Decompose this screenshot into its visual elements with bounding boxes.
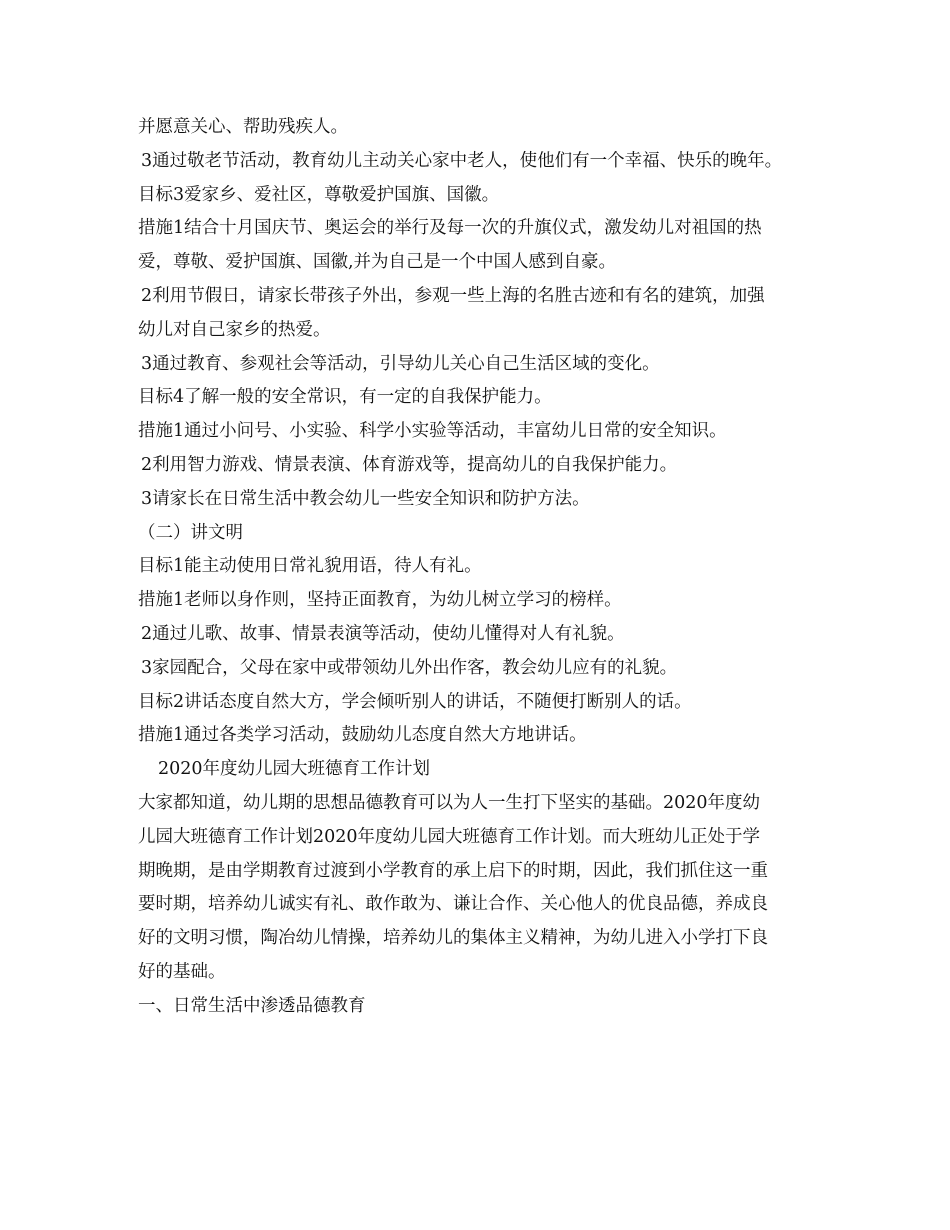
text-line: 3请家长在日常生活中教会幼儿一些安全知识和防护方法。 — [141, 488, 590, 509]
text-line: 措施1结合十月国庆节、奥运会的举行及每一次的升旗仪式，激发幼儿对祖国的热 — [138, 218, 762, 239]
text-line: 3通过敬老节活动，教育幼儿主动关心家中老人，使他们有一个幸福、快乐的晚年。 — [141, 150, 783, 171]
section-heading: 一、日常生活中渗透品德教育 — [138, 995, 366, 1016]
paragraph-line: 好的文明习惯，陶冶幼儿情操，培养幼儿的集体主义精神，为幼儿进入小学打下良 — [138, 928, 768, 949]
text-line: 2利用节假日，请家长带孩子外出，参观一些上海的名胜古迹和有名的建筑，加强 — [141, 285, 765, 306]
document-title: 2020年度幼儿园大班德育工作计划 — [158, 759, 431, 780]
paragraph-line: 要时期，培养幼儿诚实有礼、敢作敢为、谦让合作、关心他人的优良品德，养成良 — [138, 894, 768, 915]
text-line: 目标3爱家乡、爱社区，尊敬爱护国旗、国徽。 — [138, 184, 500, 205]
paragraph-line: 儿园大班德育工作计划2020年度幼儿园大班德育工作计划。而大班幼儿正处于学 — [138, 826, 761, 847]
text-line: 2通过儿歌、故事、情景表演等活动，使幼儿懂得对人有礼貌。 — [141, 623, 625, 644]
text-line: 目标2讲话态度自然大方，学会倾听别人的讲话，不随便打断别人的话。 — [138, 691, 692, 712]
text-line: 目标4了解一般的安全常识，有一定的自我保护能力。 — [138, 387, 552, 408]
text-line: 目标1能主动使用日常礼貌用语，待人有礼。 — [138, 556, 482, 577]
text-line: 措施1老师以身作则，坚持正面教育，为幼儿树立学习的榜样。 — [138, 590, 622, 611]
paragraph-line: 大家都知道，幼儿期的思想品德教育可以为人一生打下坚实的基础。2020年度幼 — [138, 792, 761, 813]
text-line: 幼儿对自己家乡的热爱。 — [138, 319, 331, 340]
text-line: 3家园配合，父母在家中或带领幼儿外出作客，教会幼儿应有的礼貌。 — [141, 657, 678, 678]
text-line: 3通过教育、参观社会等活动，引导幼儿关心自己生活区域的变化。 — [141, 353, 660, 374]
paragraph-line: 期晚期，是由学期教育过渡到小学教育的承上启下的时期，因此，我们抓住这一重 — [138, 860, 768, 881]
text-line: 爱，尊敬、爱护国旗、国徽,并为自己是一个中国人感到自豪。 — [138, 252, 617, 273]
section-heading: （二）讲文明 — [138, 522, 243, 543]
paragraph-line: 好的基础。 — [138, 961, 226, 982]
text-line: 并愿意关心、帮助残疾人。 — [138, 117, 348, 137]
text-line: 措施1通过各类学习活动，鼓励幼儿态度自然大方地讲话。 — [138, 725, 587, 746]
text-line: 2利用智力游戏、情景表演、体育游戏等，提高幼儿的自我保护能力。 — [141, 454, 678, 475]
document-page — [138, 111, 828, 1024]
text-line: 措施1通过小问号、小实验、科学小实验等活动，丰富幼儿日常的安全知识。 — [138, 421, 727, 442]
